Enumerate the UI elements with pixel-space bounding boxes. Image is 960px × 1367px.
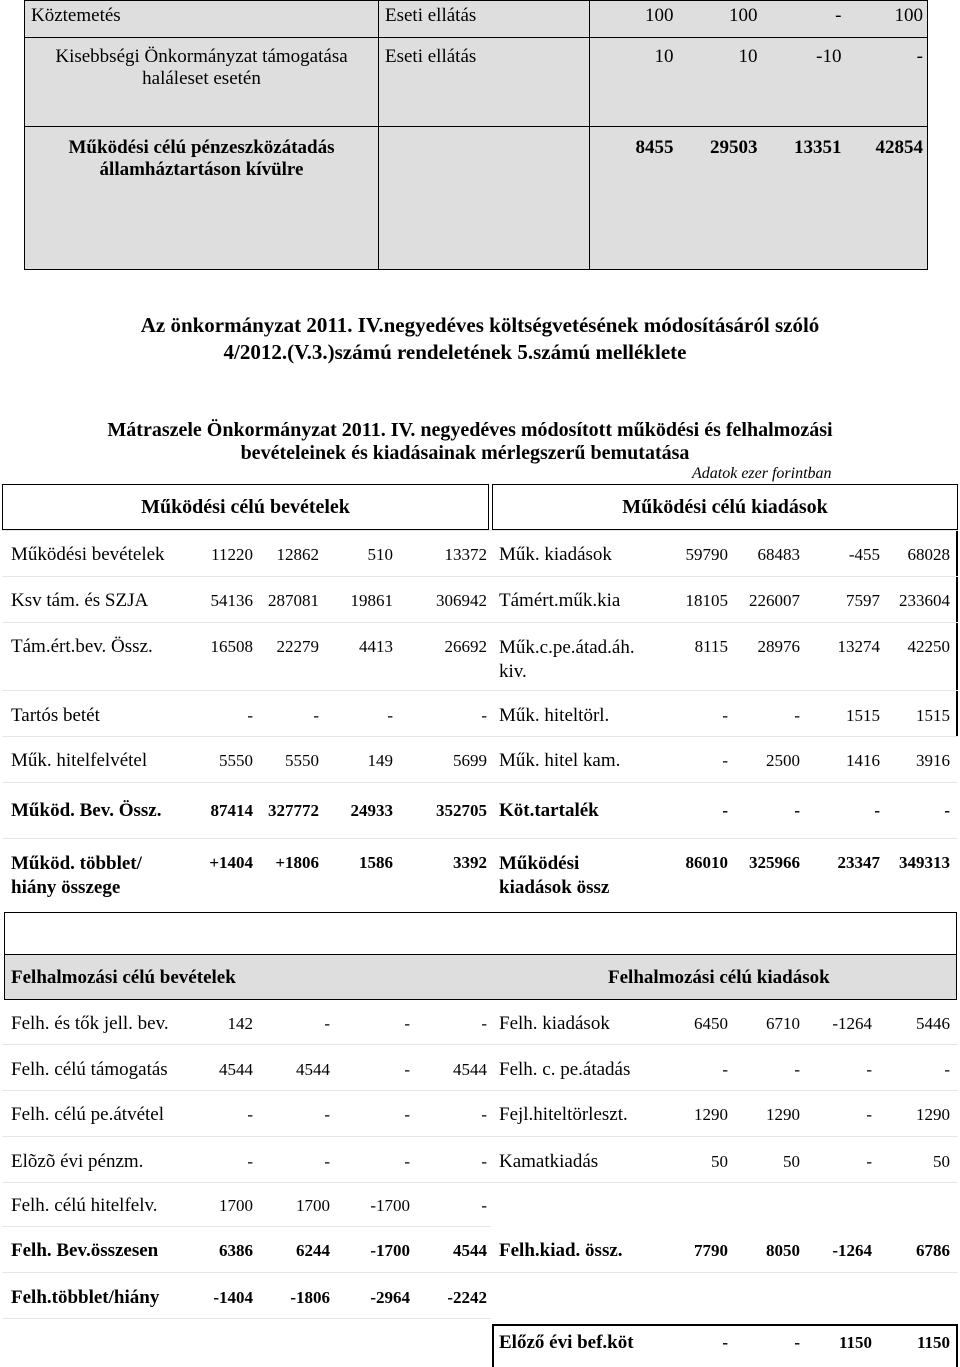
value-cell: - bbox=[794, 1060, 800, 1079]
value-cell: 23347 bbox=[837, 853, 880, 872]
value-cell: -2242 bbox=[447, 1288, 487, 1307]
value-cell: - bbox=[722, 751, 728, 770]
value-cell: 59790 bbox=[685, 545, 728, 564]
value-cell: - bbox=[247, 1152, 253, 1171]
value-cell: 306942 bbox=[436, 591, 487, 610]
value-cell: - bbox=[944, 801, 950, 820]
value-cell: 1290 bbox=[916, 1105, 950, 1124]
row-label: Műk. kiadások bbox=[499, 544, 612, 565]
value-cell: - bbox=[481, 1105, 487, 1124]
row-type bbox=[379, 127, 590, 270]
row-label: Működési kiadások össz bbox=[499, 853, 610, 898]
operating-income-header: Működési célú bevételek bbox=[2, 484, 489, 530]
value-cell: - bbox=[404, 1152, 410, 1171]
value-cell: 352705 bbox=[436, 801, 487, 820]
row-label: Köztemetés bbox=[25, 1, 379, 38]
value-cell: -10 bbox=[758, 38, 842, 127]
row-separator bbox=[2, 1182, 958, 1183]
value-cell: 100 bbox=[590, 1, 674, 38]
value-cell: 5550 bbox=[285, 751, 319, 770]
value-cell: 349313 bbox=[899, 853, 950, 872]
row-label: Fejl.hiteltörleszt. bbox=[499, 1104, 628, 1125]
value-cell: 325966 bbox=[749, 853, 800, 872]
value-cell: 1515 bbox=[846, 706, 880, 725]
value-cell: - bbox=[842, 38, 928, 127]
value-cell: - bbox=[722, 706, 728, 725]
row-label: Felh. és tők jell. bev. bbox=[11, 1013, 169, 1034]
value-cell: -2964 bbox=[370, 1288, 410, 1307]
value-cell: 50 bbox=[933, 1152, 950, 1171]
value-cell: - bbox=[324, 1152, 330, 1171]
table-row bbox=[25, 38, 928, 127]
value-cell: - bbox=[794, 1333, 800, 1352]
row-label: Felh. c. pe.átadás bbox=[499, 1059, 631, 1080]
row-type: Eseti ellátás bbox=[379, 38, 590, 127]
value-cell: 226007 bbox=[749, 591, 800, 610]
operating-expense-header: Működési célú kiadások bbox=[492, 484, 958, 530]
value-cell: 4544 bbox=[219, 1060, 253, 1079]
row-label: Köt.tartalék bbox=[499, 800, 599, 821]
value-cell: 8115 bbox=[694, 637, 728, 656]
row-label: Előző évi bef.köt bbox=[499, 1332, 634, 1353]
value-cell: 1290 bbox=[694, 1105, 728, 1124]
row-separator bbox=[2, 1272, 958, 1273]
value-cell: 18105 bbox=[685, 591, 728, 610]
row-separator bbox=[2, 838, 958, 839]
row-type: Eseti ellátás bbox=[379, 1, 590, 38]
row-label: Műk. hitel kam. bbox=[499, 750, 621, 771]
value-cell: 6244 bbox=[296, 1241, 330, 1260]
row-label: Tám.ért.bev. Össz. bbox=[11, 636, 153, 657]
value-cell: 4413 bbox=[359, 637, 393, 656]
value-cell: 10 bbox=[674, 38, 758, 127]
value-cell: - bbox=[324, 1105, 330, 1124]
value-cell: +1404 bbox=[209, 853, 253, 872]
row-separator bbox=[2, 1136, 958, 1137]
row-separator bbox=[2, 782, 958, 783]
row-separator bbox=[2, 1318, 491, 1319]
value-cell: - bbox=[722, 1060, 728, 1079]
value-cell: - bbox=[794, 706, 800, 725]
value-cell: 4544 bbox=[453, 1060, 487, 1079]
table-row bbox=[25, 127, 928, 270]
value-cell: 42250 bbox=[907, 637, 950, 656]
value-cell: - bbox=[874, 801, 880, 820]
balance-title-line-1: Mátraszele Önkormányzat 2011. IV. negyedéves módosított működési és felhalmozási bbox=[107, 419, 833, 441]
value-cell: 5550 bbox=[219, 751, 253, 770]
row-label: Támért.műk.kia bbox=[499, 590, 621, 611]
final-box-left bbox=[492, 1324, 494, 1367]
value-cell: -1700 bbox=[370, 1241, 410, 1260]
value-cell: 26692 bbox=[444, 637, 487, 656]
value-cell: 100 bbox=[674, 1, 758, 38]
value-cell: 142 bbox=[227, 1014, 253, 1033]
unit-note: Adatok ezer forintban bbox=[692, 465, 832, 482]
value-cell: -1264 bbox=[832, 1014, 872, 1033]
value-cell: 6786 bbox=[916, 1241, 950, 1260]
value-cell: 5699 bbox=[453, 751, 487, 770]
value-cell: 42854 bbox=[842, 127, 928, 270]
value-cell: +1806 bbox=[275, 853, 319, 872]
value-cell: 7790 bbox=[694, 1241, 728, 1260]
row-label: Felh.kiad. össz. bbox=[499, 1240, 623, 1261]
value-cell: -1264 bbox=[832, 1241, 872, 1260]
value-cell: 19861 bbox=[350, 591, 393, 610]
row-label: Kisebbségi Önkormányzat támogatása haláleset esetén bbox=[25, 38, 379, 127]
value-cell: - bbox=[794, 801, 800, 820]
value-cell: - bbox=[722, 1333, 728, 1352]
value-cell: - bbox=[247, 706, 253, 725]
top-table bbox=[24, 0, 928, 270]
row-label: Műk. hiteltörl. bbox=[499, 705, 610, 726]
capital-income-header: Felhalmozási célú bevételek bbox=[11, 967, 236, 988]
row-separator bbox=[2, 530, 958, 531]
value-cell: 233604 bbox=[899, 591, 950, 610]
value-cell: - bbox=[866, 1105, 872, 1124]
value-cell: -455 bbox=[848, 545, 880, 564]
value-cell: 22279 bbox=[276, 637, 319, 656]
value-cell: 5446 bbox=[916, 1014, 950, 1033]
row-label: Működ. Bev. Össz. bbox=[11, 800, 162, 821]
row-separator bbox=[2, 576, 958, 577]
value-cell: - bbox=[866, 1152, 872, 1171]
value-cell: 1150 bbox=[838, 1333, 872, 1352]
value-cell: 1700 bbox=[219, 1196, 253, 1215]
value-cell: 1150 bbox=[916, 1333, 950, 1352]
value-cell: 327772 bbox=[268, 801, 319, 820]
row-label: Felh.többlet/hiány bbox=[11, 1287, 160, 1308]
value-cell: 7597 bbox=[846, 591, 880, 610]
row-separator bbox=[2, 736, 958, 737]
value-cell: 1416 bbox=[846, 751, 880, 770]
value-cell: - bbox=[247, 1105, 253, 1124]
row-label: Elõzõ évi pénzm. bbox=[11, 1151, 144, 1172]
spacer-box bbox=[4, 912, 957, 954]
value-cell: - bbox=[387, 706, 393, 725]
value-cell: 8050 bbox=[766, 1241, 800, 1260]
table-row bbox=[25, 1, 928, 38]
row-label: Felh. célú támogatás bbox=[11, 1059, 168, 1080]
row-separator bbox=[2, 622, 958, 623]
value-cell: - bbox=[722, 801, 728, 820]
value-cell: 50 bbox=[711, 1152, 728, 1171]
row-label: Műk.c.pe.átad.áh. kiv. bbox=[499, 637, 635, 682]
value-cell: 8455 bbox=[590, 127, 674, 270]
annex-title-line-1: Az önkormányzat 2011. IV.negyedéves költségvetésének módosításáról szóló bbox=[140, 313, 820, 337]
value-cell: 10 bbox=[590, 38, 674, 127]
row-label: Működési bevételek bbox=[11, 544, 165, 565]
value-cell: -1700 bbox=[370, 1196, 410, 1215]
row-label: Működ. többlet/ hiány összege bbox=[11, 853, 142, 898]
value-cell: 6710 bbox=[766, 1014, 800, 1033]
value-cell: 28976 bbox=[757, 637, 800, 656]
row-label: Működési célú pénzeszközátadás államháztartáson kívülre bbox=[25, 127, 379, 270]
row-separator bbox=[2, 1090, 958, 1091]
row-label: Tartós betét bbox=[11, 705, 100, 726]
row-separator bbox=[2, 1044, 958, 1045]
value-cell: 29503 bbox=[674, 127, 758, 270]
row-label: Felh. célú pe.átvétel bbox=[11, 1104, 164, 1125]
value-cell: - bbox=[481, 1014, 487, 1033]
value-cell: 86010 bbox=[685, 853, 728, 872]
value-cell: 68028 bbox=[907, 545, 950, 564]
final-box-right bbox=[956, 1324, 958, 1367]
final-box-top bbox=[492, 1324, 958, 1326]
capital-expense-header: Felhalmozási célú kiadások bbox=[608, 967, 830, 988]
value-cell: -1806 bbox=[290, 1288, 330, 1307]
value-cell: - bbox=[324, 1014, 330, 1033]
row-separator bbox=[2, 690, 958, 691]
row-separator bbox=[2, 1226, 491, 1227]
value-cell: 13274 bbox=[837, 637, 880, 656]
value-cell: 2500 bbox=[766, 751, 800, 770]
value-cell: - bbox=[313, 706, 319, 725]
value-cell: 6450 bbox=[694, 1014, 728, 1033]
value-cell: 3392 bbox=[453, 853, 487, 872]
annex-title-line-2: 4/2012.(V.3.)számú rendeletének 5.számú melléklete bbox=[223, 340, 687, 364]
value-cell: 510 bbox=[367, 545, 393, 564]
value-cell: 68483 bbox=[757, 545, 800, 564]
value-cell: - bbox=[481, 1152, 487, 1171]
row-label: Műk. hitelfelvétel bbox=[11, 750, 148, 771]
value-cell: 13372 bbox=[444, 545, 487, 564]
value-cell: 1586 bbox=[359, 853, 393, 872]
value-cell: - bbox=[944, 1060, 950, 1079]
balance-title-line-2: bevételeinek és kiadásainak mérlegszerű bemutatása bbox=[240, 442, 690, 464]
value-cell: - bbox=[481, 706, 487, 725]
value-cell: - bbox=[404, 1060, 410, 1079]
value-cell: 16508 bbox=[210, 637, 253, 656]
value-cell: 6386 bbox=[219, 1241, 253, 1260]
row-label: Kamatkiadás bbox=[499, 1151, 599, 1172]
value-cell: 1700 bbox=[296, 1196, 330, 1215]
value-cell: 4544 bbox=[296, 1060, 330, 1079]
right-border bbox=[956, 530, 958, 736]
value-cell: 24933 bbox=[350, 801, 393, 820]
value-cell: - bbox=[866, 1060, 872, 1079]
value-cell: 100 bbox=[842, 1, 928, 38]
value-cell: - bbox=[404, 1105, 410, 1124]
value-cell: 54136 bbox=[210, 591, 253, 610]
value-cell: 11220 bbox=[211, 545, 253, 564]
value-cell: 1290 bbox=[766, 1105, 800, 1124]
row-label: Felh. kiadások bbox=[499, 1013, 610, 1034]
value-cell: 87414 bbox=[210, 801, 253, 820]
row-label: Felh. Bev.összesen bbox=[11, 1240, 159, 1261]
value-cell: 287081 bbox=[268, 591, 319, 610]
value-cell: 3916 bbox=[916, 751, 950, 770]
value-cell: - bbox=[758, 1, 842, 38]
row-label: Ksv tám. és SZJA bbox=[11, 590, 149, 611]
row-label: Felh. célú hitelfelv. bbox=[11, 1195, 158, 1216]
value-cell: -1404 bbox=[213, 1288, 253, 1307]
value-cell: 1515 bbox=[916, 706, 950, 725]
value-cell: - bbox=[481, 1196, 487, 1215]
value-cell: 12862 bbox=[276, 545, 319, 564]
value-cell: 50 bbox=[783, 1152, 800, 1171]
value-cell: 13351 bbox=[758, 127, 842, 270]
value-cell: 149 bbox=[367, 751, 393, 770]
value-cell: 4544 bbox=[453, 1241, 487, 1260]
value-cell: - bbox=[404, 1014, 410, 1033]
